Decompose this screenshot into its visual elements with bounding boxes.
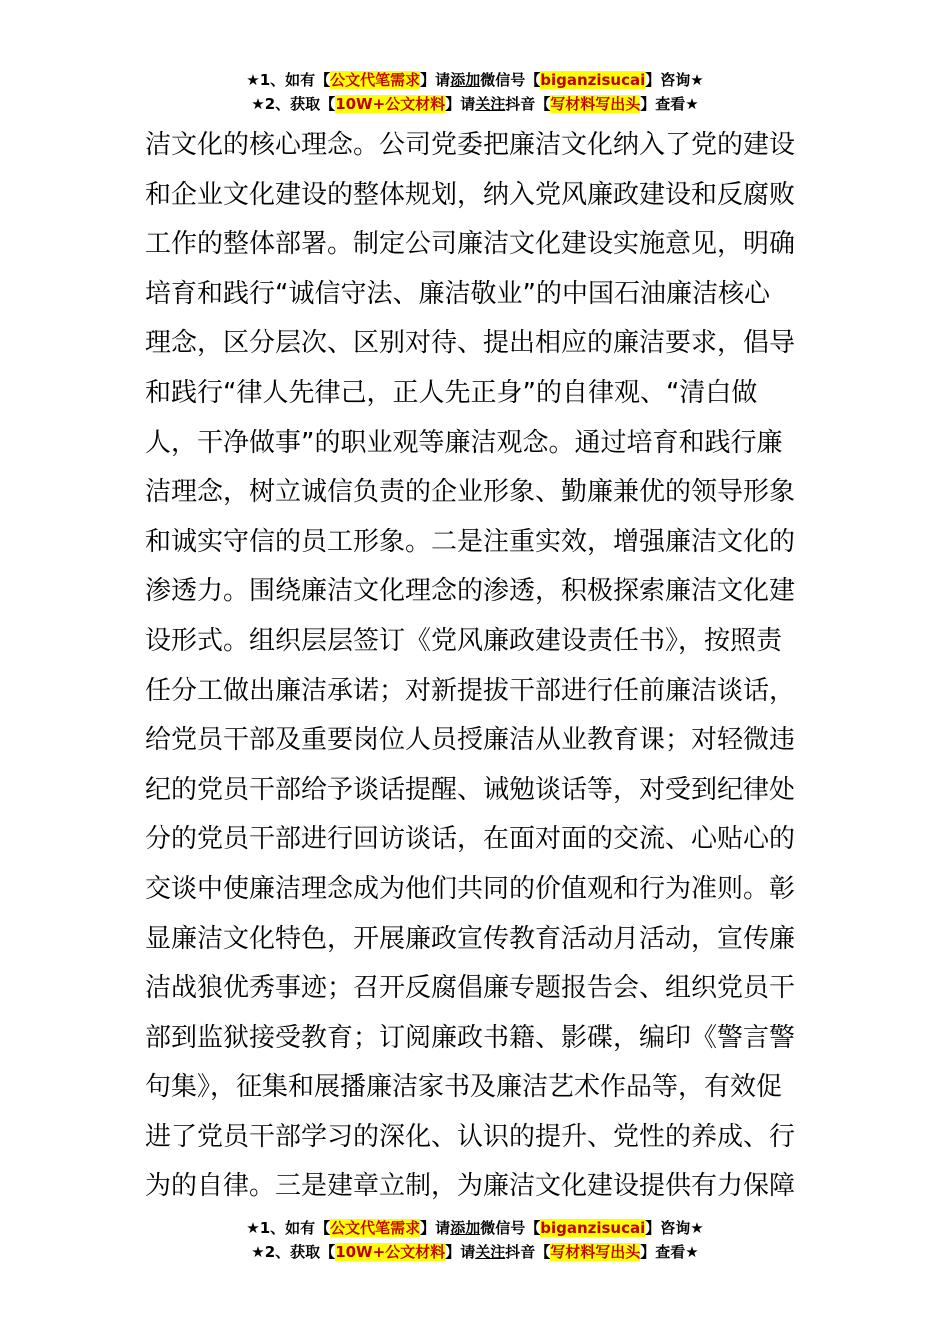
- body-line: 给党员干部及重要岗位人员授廉洁从业教育课；对轻微违: [145, 725, 796, 756]
- header-line-1-mid: 】请: [420, 71, 451, 89]
- body-line: 纪的党员干部给予谈话提醒、诫勉谈话等，对受到纪律处: [145, 774, 796, 805]
- header-banner: [0, 68, 950, 116]
- footer-line-2-suffix: 】查看★: [640, 1243, 699, 1261]
- body-line: 句集》，征集和展播廉洁家书及廉洁艺术作品等，有效促: [145, 1072, 783, 1103]
- footer-line-1: [0, 1216, 950, 1240]
- body-line: 显廉洁文化特色，开展廉政宣传教育活动月活动，宣传廉: [145, 923, 796, 954]
- footer-line-2-highlight-douyin: 写材料写出头: [550, 1243, 641, 1261]
- header-line-1-suffix: 】咨询★: [645, 71, 704, 89]
- footer-line-1-suffix: 】咨询★: [645, 1219, 704, 1237]
- body-line: 和诚实守信的员工形象。二是注重实效，增强廉洁文化的: [145, 526, 796, 557]
- footer-line-1-highlight-wechat: biganzisucai: [540, 1219, 646, 1237]
- header-line-1: [0, 68, 950, 92]
- body-line: 工作的整体部署。制定公司廉洁文化建设实施意见，明确: [145, 229, 796, 260]
- footer-line-1-mid: 】请: [420, 1219, 451, 1237]
- header-line-2-prefix: ★2、获取【: [251, 95, 336, 113]
- body-line: 分的党员干部进行回访谈话，在面对面的交流、心贴心的: [145, 824, 796, 855]
- header-line-1-highlight-service: 公文代笔需求: [330, 71, 421, 89]
- body-line: 洁战狼优秀事迹；召开反腐倡廉专题报告会、组织党员干: [145, 973, 796, 1004]
- body-line: 进了党员干部学习的深化、认识的提升、党性的养成、行: [145, 1121, 796, 1152]
- body-line: 和践行“律人先律己，正人先正身”的自律观、“清白做: [145, 377, 758, 408]
- body-line: 培育和践行“诚信守法、廉洁敬业”的中国石油廉洁核心: [145, 278, 770, 309]
- document-body: [145, 121, 810, 1212]
- footer-line-1-prefix: ★1、如有【: [246, 1219, 331, 1237]
- header-line-1-prefix: ★1、如有【: [246, 71, 331, 89]
- header-line-2-mid2: 抖音【: [505, 95, 551, 113]
- body-line: 人，干净做事”的职业观等廉洁观念。通过培育和践行廉: [145, 427, 783, 458]
- header-line-2-suffix: 】查看★: [640, 95, 699, 113]
- body-line: 任分工做出廉洁承诺；对新提拔干部进行任前廉洁谈话，: [145, 675, 796, 706]
- body-line: 部到监狱接受教育；订阅廉政书籍、影碟，编印《警言警: [145, 1022, 796, 1053]
- footer-line-2-mid: 】请: [445, 1243, 476, 1261]
- header-line-2-mid: 】请: [445, 95, 476, 113]
- footer-line-2-mid2: 抖音【: [505, 1243, 551, 1261]
- body-line: 洁文化的核心理念。公司党委把廉洁文化纳入了党的建设: [145, 130, 796, 160]
- footer-line-1-underlined: 添加: [450, 1219, 481, 1237]
- header-line-1-underlined: 添加: [450, 71, 481, 89]
- header-line-2: [0, 92, 950, 116]
- footer-line-2-underlined: 关注: [475, 1243, 506, 1261]
- header-line-2-underlined: 关注: [475, 95, 506, 113]
- footer-line-2-highlight-materials: 10W+公文材料: [335, 1243, 446, 1261]
- body-line: 交谈中使廉洁理念成为他们共同的价值观和行为准则。彰: [145, 873, 796, 904]
- body-line: 理念，区分层次、区别对待、提出相应的廉洁要求，倡导: [145, 328, 796, 359]
- footer-line-2-prefix: ★2、获取【: [251, 1243, 336, 1261]
- body-line: 洁理念，树立诚信负责的企业形象、勤廉兼优的领导形象: [145, 477, 796, 508]
- footer-line-1-mid2: 微信号【: [480, 1219, 541, 1237]
- footer-line-2: [0, 1240, 950, 1264]
- header-line-1-highlight-wechat: biganzisucai: [540, 71, 646, 89]
- body-line: 为的自律。三是建章立制，为廉洁文化建设提供有力保障: [145, 1171, 796, 1202]
- body-line: 渗透力。围绕廉洁文化理念的渗透，积极探索廉洁文化建: [145, 576, 796, 607]
- header-line-2-highlight-douyin: 写材料写出头: [550, 95, 641, 113]
- body-line: 设形式。组织层层签订《党风廉政建设责任书》，按照责: [145, 625, 783, 656]
- footer-line-1-highlight-service: 公文代笔需求: [330, 1219, 421, 1237]
- header-line-1-mid2: 微信号【: [480, 71, 541, 89]
- body-line: 和企业文化建设的整体规划，纳入党风廉政建设和反腐败: [145, 179, 796, 210]
- header-line-2-highlight-materials: 10W+公文材料: [335, 95, 446, 113]
- footer-banner: [0, 1216, 950, 1264]
